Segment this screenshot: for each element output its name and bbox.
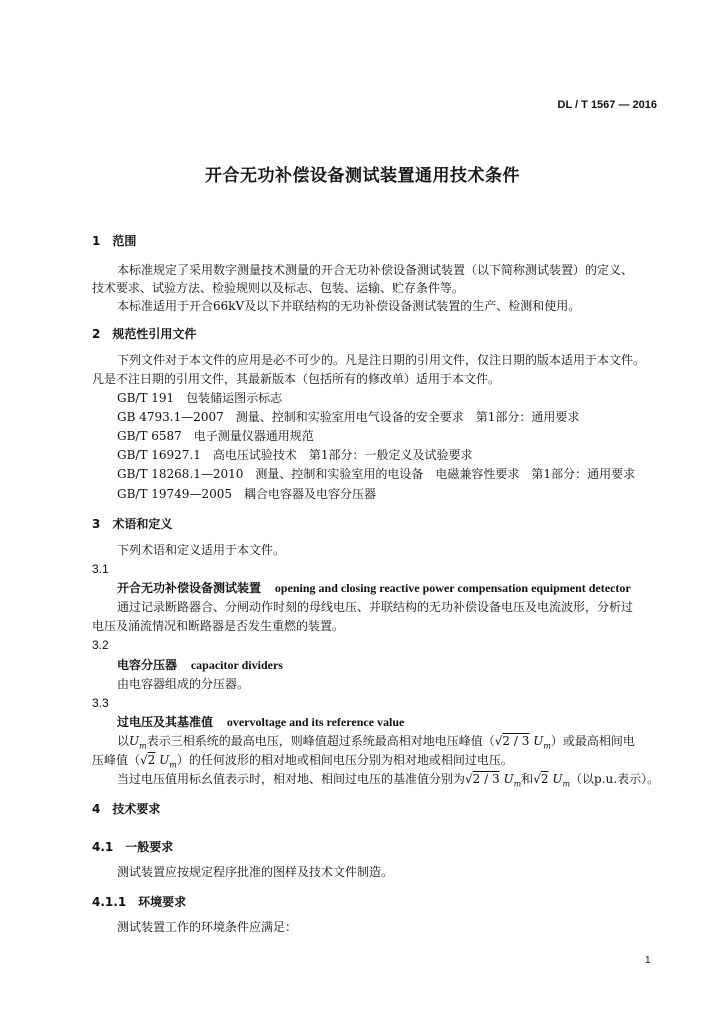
section-4-1-1-heading: 4.1.1 环境要求 (92, 895, 187, 909)
section-4-1-1-text: 测试装置工作的环境条件应满足： (117, 920, 298, 934)
section-4-1-heading: 4.1 一般要求 (92, 840, 174, 854)
term-en: opening and closing reactive power compensation equipment detector (274, 581, 631, 595)
sqrt-expression: √2 / 3 $U_m$ (465, 772, 522, 789)
term-en: capacitor dividers (190, 658, 283, 672)
section-2-para-line: 下列文件对于本文件的应用是必不可少的。凡是注日期的引用文件，仅注日期的版本适用于本文件。 (117, 353, 646, 367)
section-2-heading: 2 规范性引用文件 (92, 327, 197, 341)
term-number: 3.1 (92, 562, 109, 576)
term-definition-line (117, 771, 659, 792)
reference-item: GB/T 16927.1 高电压试验技术 第1部分：一般定义及试验要求 (117, 448, 473, 462)
reference-item: GB/T 191 包装储运图示标志 (117, 391, 283, 405)
section-3-intro: 下列术语和定义适用于本文件。 (117, 543, 286, 557)
term-definition-line: 电压及涌流情况和断路器是否发生重燃的装置。 (92, 619, 345, 633)
term-cn: 电容分压器 (117, 658, 178, 672)
term-number: 3.2 (92, 638, 109, 652)
section-2-para-line: 凡是不注日期的引用文件，其最新版本（包括所有的修改单）适用于本文件。 (92, 372, 501, 386)
document-title: 开合无功补偿设备测试装置通用技术条件 (205, 166, 520, 186)
standard-code: DL / T 1567 — 2016 (557, 99, 657, 111)
term-heading (117, 580, 631, 597)
text-fragment: 和 (521, 772, 534, 786)
section-3-heading: 3 术语和定义 (92, 517, 173, 531)
um-symbol: $U_m$ (129, 734, 147, 751)
sqrt-expression: √2 $U_m$ (533, 772, 571, 789)
section-1-para-2: 本标准适用于开合66kV及以下并联结构的无功补偿设备测试装置的生产、检测和使用。 (117, 299, 581, 313)
text-fragment: 表示三相系统的最高电压，则峰值超过系统最高相对地电压峰值（ (146, 734, 495, 748)
term-definition-line: 由电容器组成的分压器。 (117, 677, 250, 691)
section-4-heading: 4 技术要求 (92, 802, 161, 816)
term-cn: 过电压及其基准值 (117, 715, 214, 729)
text-fragment: 压峰值（ (92, 753, 141, 767)
reference-item: GB 4793.1—2007 测量、控制和实验室用电气设备的安全要求 第1部分：通用要求 (117, 410, 580, 424)
section-1-para-line: 本标准规定了采用数字测量技术测量的开合无功补偿设备测试装置（以下简称测试装置）的定义、 (117, 263, 634, 277)
text-fragment: （以p.u.表示）。 (570, 772, 660, 786)
sqrt-expression: √2 $U_m$ (140, 753, 177, 770)
term-heading (117, 714, 404, 731)
sqrt-expression: √2 / 3 $U_m$ (494, 734, 551, 751)
text-fragment: ）或最高相间电 (550, 734, 635, 748)
text-fragment: 当过电压值用标幺值表示时，相对地、相间过电压的基准值分别为 (117, 772, 466, 786)
term-en: overvoltage and its reference value (226, 715, 405, 729)
term-definition-line: 通过记录断路器合、分闸动作时刻的母线电压、并联结构的无功补偿设备电压及电流波形，分析过 (117, 600, 634, 614)
reference-item: GB/T 18268.1—2010 测量、控制和实验室用的电设备 电磁兼容性要求 第1部分：通用要求 (117, 467, 636, 481)
term-cn: 开合无功补偿设备测试装置 (117, 581, 262, 595)
section-1-heading: 1 范围 (92, 234, 137, 248)
section-4-1-text: 测试装置应按规定程序批准的图样及技术文件制造。 (117, 865, 394, 879)
text-fragment: 以 (117, 734, 130, 748)
term-number: 3.3 (92, 696, 109, 710)
term-heading (117, 657, 283, 674)
text-fragment: ）的任何波形的相对地或相间电压分别为相对地或相间过电压。 (176, 753, 513, 767)
page-number: 1 (645, 955, 651, 966)
section-1-para-line: 技术要求、试验方法、检验规则以及标志、包装、运输、贮存条件等。 (92, 281, 465, 295)
reference-item: GB/T 6587 电子测量仪器通用规范 (117, 429, 314, 443)
reference-item: GB/T 19749—2005 耦合电容器及电容分压器 (117, 487, 376, 501)
